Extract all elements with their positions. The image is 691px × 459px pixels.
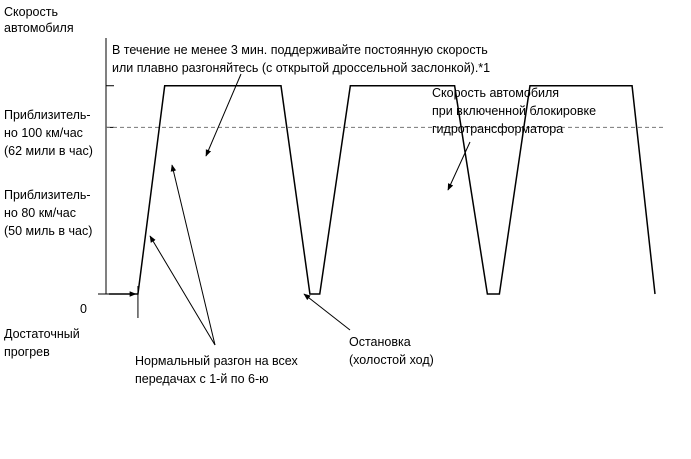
annotation-1-line-2: гидротрансформатора [432, 122, 564, 136]
y-tick-label-0-line-2: (62 мили в час) [4, 144, 93, 158]
annotation-0-line-0: В течение не менее 3 мин. поддерживайте постоянную скорость [112, 43, 488, 57]
y-tick-label-1-line-1: но 80 км/час [4, 206, 76, 220]
chart-annotations [4, 43, 596, 386]
leader-acceleration-2 [172, 165, 215, 345]
y-tick-label-2-line-0: 0 [80, 302, 87, 316]
annotation-4-line-0: Остановка [349, 335, 411, 349]
annotation-0-line-1: или плавно разгоняйтесь (с открытой дроссельной заслонкой).*1 [112, 61, 491, 75]
y-tick-label-0 [4, 108, 93, 158]
leader-stop [304, 294, 350, 330]
y-axis-label [4, 5, 74, 35]
annotation-1-line-1: при включенной блокировке [432, 104, 597, 118]
leader-acceleration-1 [150, 236, 215, 345]
annotation-4-line-1: (холостой ход) [349, 353, 434, 367]
annotation-2 [4, 327, 80, 359]
annotation-3-line-0: Нормальный разгон на всех [135, 354, 298, 368]
chart-labels [4, 5, 93, 316]
y-axis-label-line-0: Скорость [4, 5, 58, 19]
y-tick-label-0-line-1: но 100 км/час [4, 126, 83, 140]
annotation-4 [349, 335, 434, 367]
chart-axes [106, 38, 114, 294]
y-tick-label-1-line-2: (50 миль в час) [4, 224, 93, 238]
annotation-1 [432, 86, 596, 136]
annotation-3-line-1: передачах с 1-й по 6-ю [135, 372, 269, 386]
y-tick-label-0-line-0: Приблизитель- [4, 108, 91, 122]
annotation-3 [135, 354, 298, 386]
y-axis-label-line-1: автомобиля [4, 21, 74, 35]
annotation-1-line-0: Скорость автомобиля [432, 86, 560, 100]
annotation-2-line-0: Достаточный [4, 327, 80, 341]
y-tick-label-1-line-0: Приблизитель- [4, 188, 91, 202]
y-tick-label-2 [80, 302, 87, 316]
y-tick-label-1 [4, 188, 92, 238]
annotation-2-line-1: прогрев [4, 345, 50, 359]
annotation-0 [112, 43, 490, 75]
